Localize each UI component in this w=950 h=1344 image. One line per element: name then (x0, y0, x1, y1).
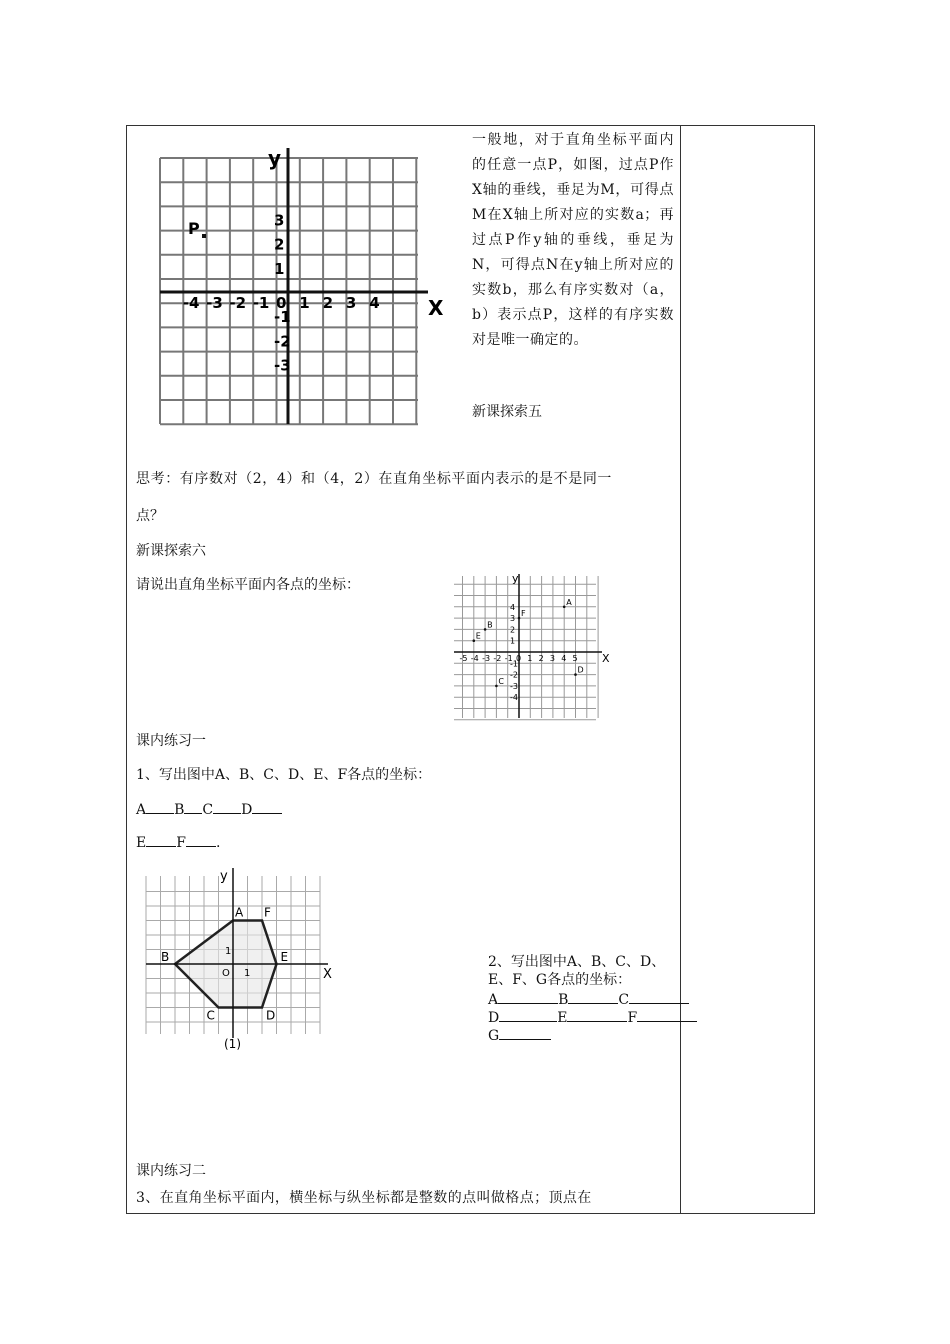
answer-blank-c[interactable] (213, 799, 241, 814)
answer2-blank-f[interactable] (637, 1007, 697, 1022)
x-axis-label: X (602, 652, 610, 665)
answer-blank-a[interactable] (146, 799, 174, 814)
y-tick-label: 1 (274, 259, 285, 278)
exercise-2-answers-row1 (488, 989, 689, 1009)
x-tick-label: -1 (504, 654, 513, 663)
x-tick-label: -3 (206, 294, 223, 312)
x-tick-label: 0 (516, 654, 522, 663)
x-tick-label: 2 (538, 654, 544, 663)
point-marker (484, 628, 487, 631)
point-label: E (475, 631, 481, 641)
x-tick-label: 1 (527, 654, 533, 663)
answer2-label-e: E (557, 1010, 568, 1026)
x-tick-label: 2 (322, 294, 334, 312)
y-axis-label: y (512, 572, 519, 585)
coordinate-figure-1 (150, 140, 450, 430)
answer2-label-f: F (627, 1010, 638, 1026)
answer-label-a: A (136, 802, 147, 818)
exercise-1-answers-row1 (136, 799, 282, 820)
answer-blank-e[interactable] (146, 832, 176, 847)
x-tick-label: 3 (345, 294, 357, 312)
y-tick-label: -3 (510, 681, 518, 691)
answer2-label-g: G (488, 1028, 500, 1044)
x-tick-label: 4 (369, 294, 380, 312)
answer-label-e: E (136, 835, 147, 851)
point-label: D (577, 665, 584, 675)
point-label: A (566, 597, 572, 607)
y-tick-label: -1 (510, 659, 518, 669)
answer2-label-b: B (558, 992, 569, 1008)
exercise-2-answers-row3 (488, 1025, 551, 1045)
column-divider (680, 125, 681, 1214)
section-5-title: 新课探索五 (472, 404, 542, 420)
y-tick-label: -2 (274, 332, 291, 351)
answer-blank-f[interactable] (186, 832, 216, 847)
intro-paragraph: 一般地，对于直角坐标平面内的任意一点P，如图，过点P作X轴的垂线，垂足为M，可得点M在X轴上所对应的实数a；再过点P作y轴的垂线，垂足为N，可得点N在y轴上所对应的实数b，那么有序实数对（a，b）表示点P，这样的有序实数对是唯一确定的。 (472, 132, 674, 348)
answer-blank-d[interactable] (252, 799, 282, 814)
y-axis-label: y (268, 146, 282, 170)
point-marker (518, 617, 521, 620)
x-axis-label: X (323, 967, 332, 982)
vertex-label: C (206, 1008, 215, 1023)
x-axis-label: X (428, 296, 444, 320)
x-tick-label: 1 (299, 294, 310, 312)
vertex-label: E (280, 950, 289, 964)
x-unit-label: 1 (244, 968, 251, 979)
answer-label-c: C (202, 802, 214, 818)
figure-caption: (1) (224, 1037, 241, 1051)
point-marker (574, 673, 577, 676)
answer2-blank-c[interactable] (629, 989, 689, 1004)
exercise-1-title: 课内练习一 (136, 733, 206, 749)
exercise-2-question-line2: E、F、G各点的坐标： (488, 972, 632, 988)
exercise-1-question: 1、写出图中A、B、C、D、E、F各点的坐标： (136, 767, 432, 783)
answer2-blank-d[interactable] (499, 1007, 557, 1022)
origin-label: O (222, 968, 230, 979)
x-tick-label: -5 (459, 654, 468, 663)
answer-label-b: B (174, 802, 185, 818)
x-tick-label: 4 (561, 654, 567, 663)
x-tick-label: 3 (549, 654, 555, 663)
practice-2-title: 课内练习二 (136, 1163, 206, 1179)
x-tick-label: -4 (470, 654, 479, 663)
practice-2-question: 3、在直角坐标平面内，横坐标与纵坐标都是整数的点叫做格点；顶点在 (136, 1190, 592, 1206)
think-question-line1: 思考：有序数对（2，4）和（4，2）在直角坐标平面内表示的是不是同一 (136, 471, 613, 487)
point-label: B (487, 620, 493, 630)
vertex-label: D (266, 1008, 276, 1023)
x-tick-label: 5 (572, 654, 578, 663)
point-marker (563, 606, 566, 609)
hexagon-figure (138, 862, 348, 1054)
vertex-label: A (235, 905, 244, 920)
point-p-marker (202, 234, 206, 238)
point-marker (473, 639, 476, 642)
answer2-blank-g[interactable] (499, 1025, 551, 1040)
point-p-label: P (188, 219, 200, 238)
answer-label-f: F (176, 835, 186, 851)
x-tick-label: -2 (493, 654, 502, 663)
answer2-label-a: A (488, 992, 499, 1008)
x-tick-label: -2 (229, 294, 247, 312)
x-tick-label: -1 (252, 294, 270, 312)
section-6-title: 新课探索六 (136, 543, 206, 559)
answer2-blank-e[interactable] (567, 1007, 627, 1022)
exercise-2-question-line1: 2、写出图中A、B、C、D、 (488, 954, 666, 970)
exercise-1-answers-row2 (136, 832, 220, 853)
point-marker (495, 685, 498, 688)
point-label: C (498, 676, 504, 686)
coordinate-figure-2 (450, 570, 615, 722)
y-tick-label: -3 (274, 356, 291, 375)
x-tick-label: -3 (482, 654, 491, 663)
answer2-label-c: C (618, 992, 630, 1008)
exercise-2-answers-row2 (488, 1007, 697, 1027)
y-tick-label: 4 (510, 602, 516, 612)
section-6-prompt: 请说出直角坐标平面内各点的坐标： (136, 577, 360, 593)
vertex-label: F (264, 905, 271, 920)
think-question-line2: 点？ (136, 508, 164, 524)
y-tick-label: -4 (510, 693, 518, 703)
point-label: F (521, 609, 526, 619)
answer2-blank-a[interactable] (498, 989, 558, 1004)
vertex-label: B (161, 950, 170, 964)
answer-label-d: D (241, 802, 253, 818)
answer-row-end: . (215, 835, 221, 851)
y-tick-label: 2 (510, 625, 516, 635)
answer-blank-b[interactable] (184, 799, 202, 814)
answer2-blank-b[interactable] (568, 989, 618, 1004)
x-tick-label: 0 (276, 294, 287, 312)
y-tick-label: 2 (274, 235, 285, 254)
y-tick-label: 3 (274, 211, 285, 230)
y-tick-label: -1 (274, 308, 291, 327)
y-tick-label: 3 (510, 614, 516, 624)
y-axis-label: y (220, 869, 228, 884)
answer2-label-d: D (488, 1010, 500, 1026)
y-tick-label: -2 (510, 670, 518, 680)
y-unit-label: 1 (225, 946, 232, 957)
y-tick-label: 1 (510, 636, 516, 646)
x-tick-label: -4 (182, 294, 200, 312)
